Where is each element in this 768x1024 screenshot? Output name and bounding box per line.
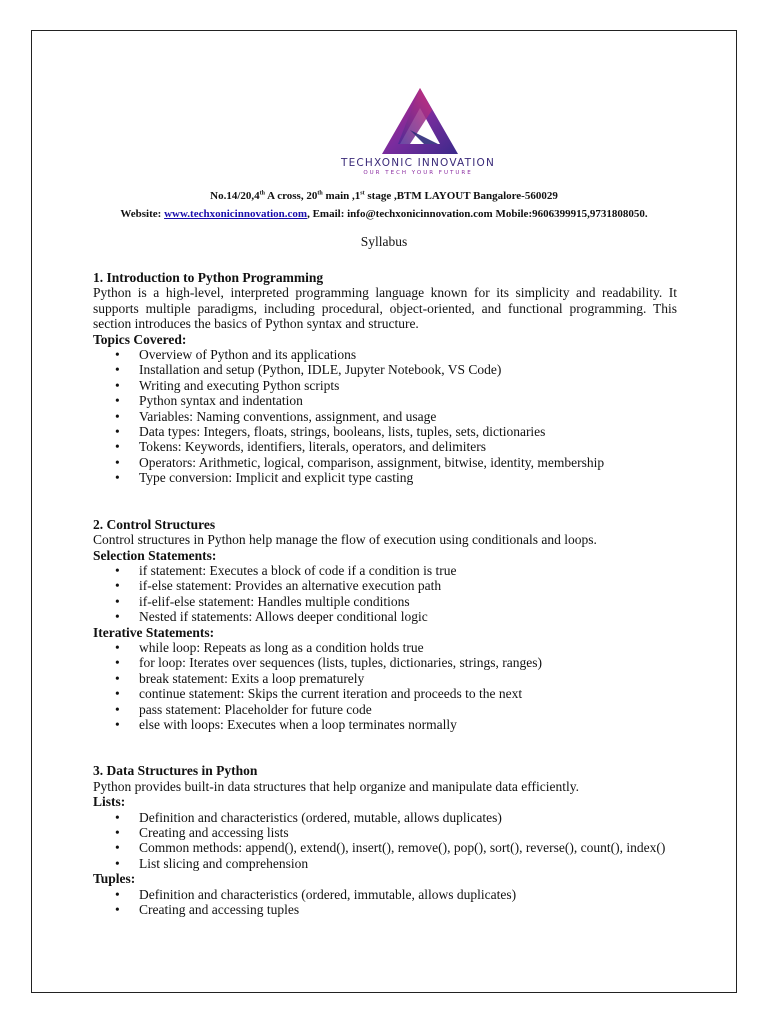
address-line: No.14/20,4th A cross, 20th main ,1st stage ,BTM LAYOUT Bangalore-560029 xyxy=(210,190,558,202)
subheading: Iterative Statements: xyxy=(93,624,215,640)
list-item: • if-elif-else statement: Handles multiple conditions xyxy=(93,594,677,609)
topic-list xyxy=(93,640,677,732)
brand-tagline: OUR TECH YOUR FUTURE xyxy=(363,170,473,176)
website-label: Website: xyxy=(120,208,165,220)
list-item: • Operators: Arithmetic, logical, comparison, assignment, bitwise, identity, membership xyxy=(93,455,677,470)
list-item: • Data types: Integers, floats, strings, booleans, lists, tuples, sets, dictionaries xyxy=(93,424,677,439)
list-item: • Installation and setup (Python, IDLE, Jupyter Notebook, VS Code) xyxy=(93,362,677,377)
list-item: • Variables: Naming conventions, assignment, and usage xyxy=(93,409,677,424)
list-item: • else with loops: Executes when a loop terminates normally xyxy=(93,717,677,732)
list-item: • Writing and executing Python scripts xyxy=(93,378,677,393)
list-item: • Type conversion: Implicit and explicit type casting xyxy=(93,470,677,485)
section-data-structures xyxy=(93,763,677,917)
list-item: • Python syntax and indentation xyxy=(93,393,677,408)
list-item: • break statement: Exits a loop prematurely xyxy=(93,671,677,686)
list-item: • Overview of Python and its applications xyxy=(93,347,677,362)
brand-name: TECHXONIC INNOVATION xyxy=(340,157,496,169)
topic-list xyxy=(93,563,677,625)
list-item: • for loop: Iterates over sequences (lists, tuples, dictionaries, strings, ranges) xyxy=(93,655,677,670)
section-heading: 1. Introduction to Python Programming xyxy=(93,270,324,285)
list-item: • while loop: Repeats as long as a condition holds true xyxy=(93,640,677,655)
topic-list xyxy=(93,887,677,918)
section-intro: Python is a high-level, interpreted programming language known for its simplicity and readability. It supports multiple paradigms, including procedural, object-oriented, and functional programming. This section introduces the basics of Python syntax and structure. xyxy=(93,285,677,332)
syllabus-body xyxy=(93,270,677,917)
list-item: • pass statement: Placeholder for future code xyxy=(93,702,677,717)
list-item: • Nested if statements: Allows deeper conditional logic xyxy=(93,609,677,624)
list-item: • Creating and accessing tuples xyxy=(93,902,677,917)
section-control-structures xyxy=(93,517,677,733)
section-intro: Control structures in Python help manage the flow of execution using conditionals and loops. xyxy=(93,532,597,548)
list-item: • if statement: Executes a block of code if a condition is true xyxy=(93,563,677,578)
subheading: Topics Covered: xyxy=(93,331,187,347)
document-title: Syllabus xyxy=(360,234,408,249)
list-item: • continue statement: Skips the current iteration and proceeds to the next xyxy=(93,686,677,701)
section-heading: 2. Control Structures xyxy=(93,516,216,532)
list-item: • List slicing and comprehension xyxy=(93,856,677,871)
website-link[interactable]: www.techxonicinnovation.com xyxy=(164,208,308,220)
list-item: • Definition and characteristics (ordered, immutable, allows duplicates) xyxy=(93,887,677,902)
contact-line xyxy=(0,208,768,220)
section-intro: Python provides built-in data structures that help organize and manipulate data efficiently. xyxy=(93,778,579,794)
section-heading: 3. Data Structures in Python xyxy=(93,763,258,779)
subheading: Lists: xyxy=(93,794,126,810)
list-item: • Definition and characteristics (ordered, mutable, allows duplicates) xyxy=(93,810,677,825)
subheading: Selection Statements: xyxy=(93,547,217,563)
list-item: • Tokens: Keywords, identifiers, literals, operators, and delimiters xyxy=(93,439,677,454)
contact-details: , Email: info@techxonicinnovation.com Mobile:9606399915,9731808050. xyxy=(307,208,648,220)
triangle-logo-icon xyxy=(380,86,460,156)
list-item: • Creating and accessing lists xyxy=(93,825,677,840)
topic-list xyxy=(93,347,677,486)
list-item: • if-else statement: Provides an alternative execution path xyxy=(93,578,677,593)
list-item: • Common methods: append(), extend(), insert(), remove(), pop(), sort(), reverse(), count(), index() xyxy=(93,840,677,855)
subheading: Tuples: xyxy=(93,871,136,887)
topic-list xyxy=(93,810,677,872)
section-intro-python xyxy=(93,270,677,486)
